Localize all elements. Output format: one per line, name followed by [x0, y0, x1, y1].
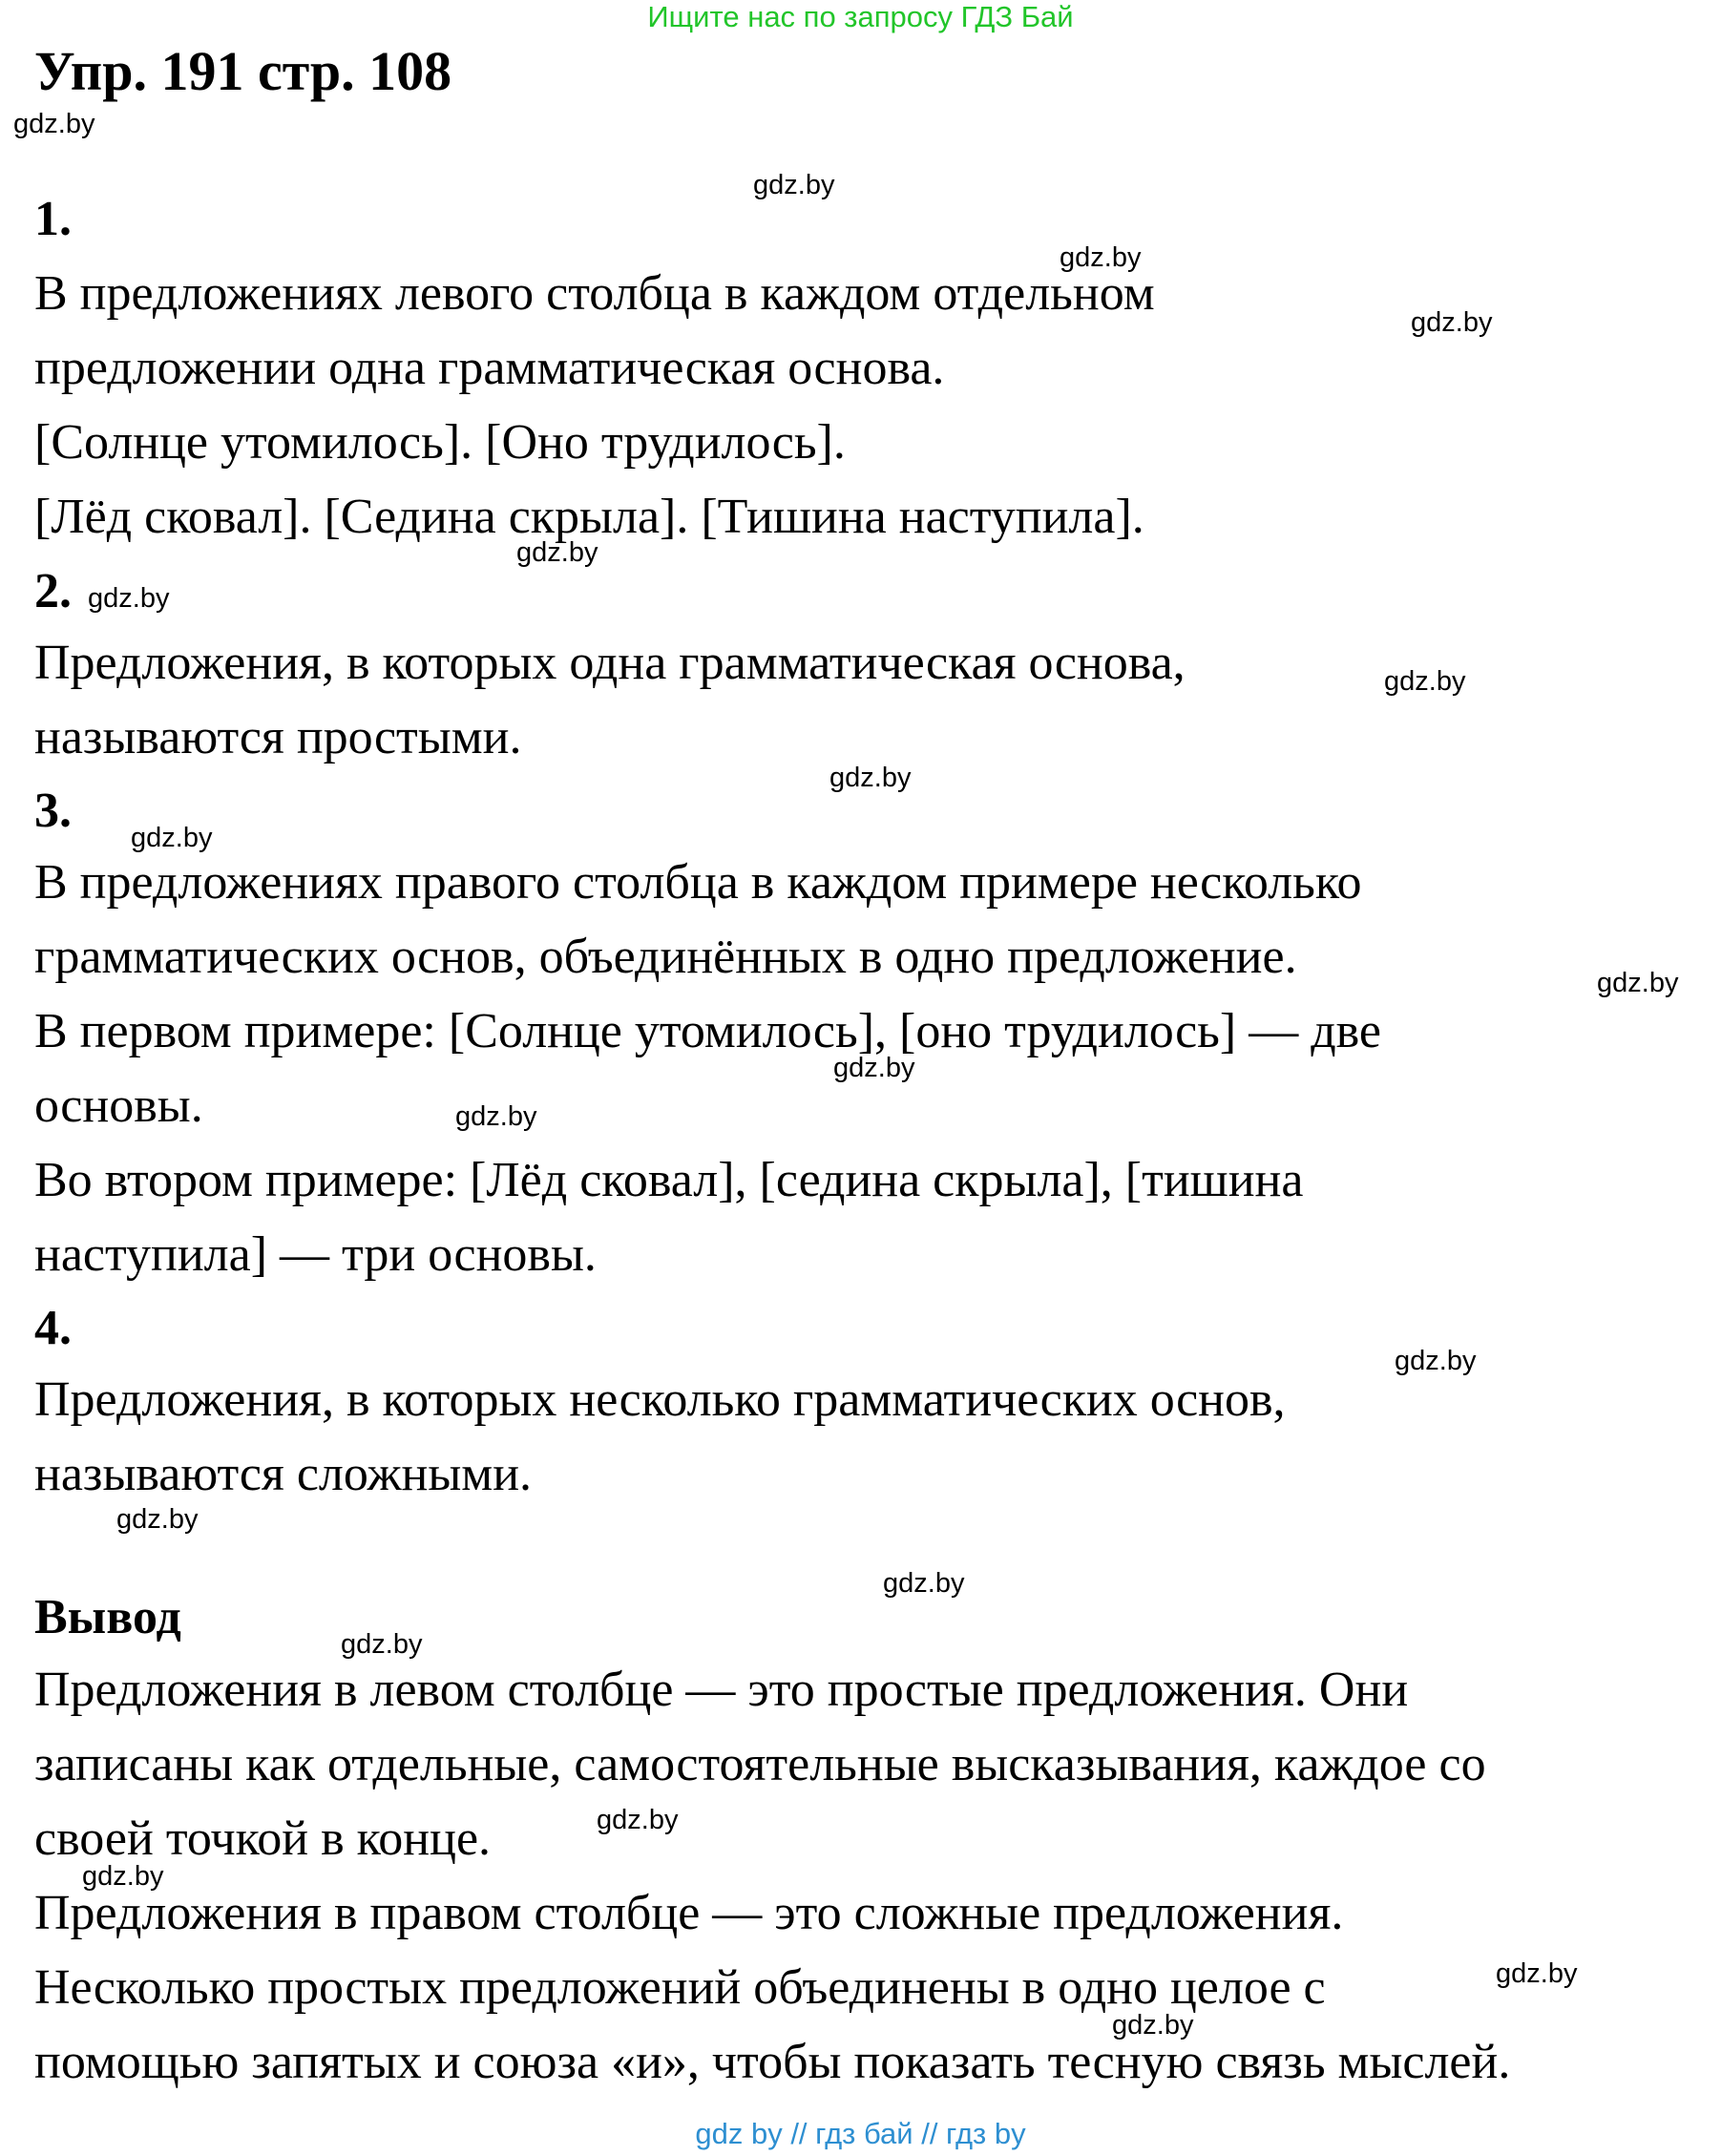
- watermark: gdz.by: [1597, 968, 1679, 998]
- section-2-line-1: Предложения, в которых одна грамматическая основа,: [34, 636, 1186, 690]
- section-1-line-1: В предложениях левого столбца в каждом отдельном: [34, 266, 1155, 321]
- watermark: gdz.by: [88, 583, 170, 614]
- footer-watermark: gdz by // гдз бай // гдз by: [695, 2117, 1026, 2150]
- watermark: gdz.by: [131, 823, 213, 853]
- watermark: gdz.by: [753, 170, 835, 200]
- section-3-line-2: грамматических основ, объединённых в одно предложение.: [34, 930, 1297, 984]
- section-1-line-2: предложении одна грамматическая основа.: [34, 341, 945, 395]
- conclusion-line-2: записаны как отдельные, самостоятельные высказывания, каждое со: [34, 1737, 1486, 1791]
- section-2-line-2: называются простыми.: [34, 710, 522, 764]
- conclusion-line-5: Несколько простых предложений объединены в одно целое с: [34, 1960, 1326, 2015]
- section-3-line-5: Во втором примере: [Лёд сковал], [седина скрыла], [тишина: [34, 1153, 1304, 1207]
- section-4-line-2: называются сложными.: [34, 1447, 533, 1501]
- section-4-line-1: Предложения, в которых несколько грамматических основ,: [34, 1372, 1286, 1427]
- conclusion-line-1: Предложения в левом столбце — это простые предложения. Они: [34, 1663, 1409, 1717]
- section-3-number: 3.: [34, 784, 72, 838]
- watermark: gdz.by: [1395, 1346, 1477, 1376]
- watermark: gdz.by: [1496, 1958, 1578, 1989]
- watermark: gdz.by: [13, 109, 95, 139]
- conclusion-line-6: помощью запятых и союза «и», чтобы показать тесную связь мыслей.: [34, 2035, 1511, 2089]
- watermark: gdz.by: [1411, 307, 1493, 338]
- watermark: gdz.by: [883, 1568, 965, 1599]
- watermark: gdz.by: [82, 1861, 164, 1892]
- watermark: gdz.by: [1384, 666, 1466, 697]
- watermark: gdz.by: [597, 1805, 679, 1835]
- top-banner: Ищите нас по запросу ГДЗ Бай: [647, 0, 1074, 33]
- watermark: gdz.by: [341, 1629, 423, 1660]
- watermark: gdz.by: [455, 1101, 537, 1132]
- watermark: gdz.by: [1060, 242, 1142, 273]
- section-3-line-1: В предложениях правого столбца в каждом примере несколько: [34, 855, 1362, 910]
- watermark: gdz.by: [516, 537, 598, 568]
- section-3-line-3: В первом примере: [Солнце утомилось], [оно трудилось] — две: [34, 1004, 1381, 1058]
- section-1-line-3: [Солнце утомилось]. [Оно трудилось].: [34, 415, 846, 470]
- conclusion-line-4: Предложения в правом столбце — это сложные предложения.: [34, 1886, 1344, 1940]
- page-title: Упр. 191 стр. 108: [34, 40, 452, 102]
- watermark: gdz.by: [116, 1504, 199, 1535]
- section-3-line-4: основы.: [34, 1078, 203, 1133]
- section-3-line-6: наступила] — три основы.: [34, 1227, 597, 1282]
- conclusion-line-3: своей точкой в конце.: [34, 1811, 492, 1866]
- conclusion-heading: Вывод: [34, 1590, 181, 1644]
- watermark: gdz.by: [829, 763, 912, 793]
- watermark: gdz.by: [1112, 2010, 1194, 2041]
- section-1-number: 1.: [34, 192, 72, 246]
- section-2-number: 2.: [34, 564, 72, 618]
- section-4-number: 4.: [34, 1301, 72, 1355]
- watermark: gdz.by: [833, 1053, 915, 1083]
- section-1-line-4: [Лёд сковал]. [Седина скрыла]. [Тишина наступила].: [34, 490, 1144, 544]
